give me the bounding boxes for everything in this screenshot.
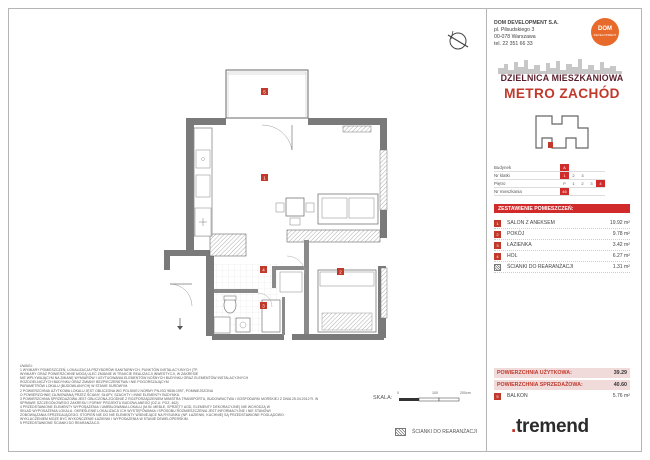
info-row-building xyxy=(494,164,605,172)
apartment-info xyxy=(494,164,605,196)
info-cell: A xyxy=(560,164,569,171)
panel-divider xyxy=(486,8,487,452)
room-area: 9.78 m² xyxy=(612,231,630,237)
sales-area-value: 40.60 xyxy=(613,382,627,388)
note-line: NIE WPŁYWAJĄCYM NA ZMIANĘ WYMIARÓW I USYTUOWANIA ELEMENTÓW NOŚNYCH BUDYNKU ORAZ ELEMENTÓW INSTALACYJNYCH xyxy=(20,376,249,381)
balcony-name: BALKON xyxy=(507,393,528,399)
notes-block xyxy=(20,364,350,425)
room-row xyxy=(494,262,630,273)
room-number xyxy=(494,264,501,271)
key-plan-icon xyxy=(522,108,606,156)
room-row xyxy=(494,251,630,262)
room-number: 2 xyxy=(494,231,501,238)
note-line: ROZDZIELNICZYCH BUDYNKU ORAZ ZMIANY BEZPIECZEŃSTWA I NIE POGORSZAJĄCYM xyxy=(20,380,169,385)
info-cell: 2 xyxy=(581,181,584,186)
room-marker-1: 1 xyxy=(263,175,266,181)
developer-street: pl. Piłsudskiego 3 xyxy=(494,27,535,33)
note-line: WYMIARY ORAZ POWIERZCHNIE MOGĄ ULEC ZMIANIE W TRAKCIE REALIZACJI INWESTYCJI, W ZAKRESIE xyxy=(20,372,199,377)
note-line: ZOBOWIĄZANIA SPRZEDAJĄCEGO. STOPIEŃ NIE DO NIE ELEMENTY WIDNIEJĄCE NA RYSUNKU (NP. ŁAZIENKI, KUCHNIE) SĄ PRZEDSTAWIONE POGLĄDOWO. xyxy=(20,413,285,418)
scale-mark-0: 0 xyxy=(397,391,399,395)
developer-city: 00-078 Warszawa xyxy=(494,34,536,40)
room-name: ŚCIANKI DO REARANŻACJI xyxy=(507,264,574,270)
room-area: 3.42 m² xyxy=(612,242,630,248)
room-area: 6.27 m² xyxy=(612,253,630,259)
walls-legend-label: ŚCIANKI DO REARANŻACJI xyxy=(412,429,478,435)
info-cell: 46 xyxy=(560,188,569,195)
hatch-swatch xyxy=(395,428,406,436)
tremend-dot: . xyxy=(511,416,516,437)
developer-phone: tel. 22 351 66 33 xyxy=(494,41,533,47)
note-line: UWAGI: xyxy=(20,364,33,368)
room-row xyxy=(494,240,630,251)
scale-mark-100: 100 xyxy=(432,391,438,395)
note-line: 1 WYMIARY POMIESZCZEŃ, LOKALIZACJA PRZYBORÓW SANITARNYCH, PUNKTÓW INSTALACYJNYCH (TP, xyxy=(20,368,199,373)
note-line: WYKLUCZENIEM MOŻE BYĆ WYKOŃCZENIE ŁAZIENKI I WYPOSAŻENIA W STANIE DEWELOPERSKIM. xyxy=(20,417,189,422)
sales-area-label: POWIERZCHNIA SPRZEDAŻOWA: xyxy=(497,382,583,388)
dom-development-logo xyxy=(591,18,619,46)
room-name: POKÓJ xyxy=(507,231,525,237)
info-label: Piętro xyxy=(494,181,506,186)
info-cell: P xyxy=(563,181,566,186)
rooms-list xyxy=(494,218,630,273)
balcony-number: 5 xyxy=(494,393,501,400)
room-area: 19.92 m² xyxy=(609,220,630,226)
room-marker-4: 4 xyxy=(262,267,265,273)
usable-area-label: POWIERZCHNIA UŻYTKOWA: xyxy=(497,370,572,376)
room-name: SALON Z ANEKSEM xyxy=(507,220,555,226)
logo-subtext: DEVELOPMENT xyxy=(593,33,617,37)
entry-door xyxy=(170,284,192,330)
room-number: 1 xyxy=(494,220,501,227)
tremend-name: tremend xyxy=(515,416,589,437)
note-line: 2 POWIERZCHNIA UŻYTKOWA LOKALU JEST OBLICZONA WG POLSKIEJ NORMY PN-ISO 9836:1997, POMNIEJSZONA xyxy=(20,388,214,393)
brand-line-1: DZIELNICA MIESZKANIOWA xyxy=(500,73,624,83)
info-cell: 2 xyxy=(572,173,575,178)
info-cell: 4 xyxy=(596,180,605,187)
info-cell: 1 xyxy=(572,181,575,186)
info-row-staircase xyxy=(494,172,605,180)
room-marker-3: 3 xyxy=(262,303,265,309)
scale-label: SKALA: xyxy=(373,395,393,401)
note-line: SPRAWIE SZCZEGÓŁOWEGO ZAKRESU I FORMY PROJEKTU BUDOWLANEGO (DZ.U. POZ. 462). xyxy=(20,400,180,405)
brand-line-2: METRO ZACHÓD xyxy=(504,86,620,101)
balcony-row xyxy=(494,391,630,401)
info-label: Nr klatki xyxy=(494,173,510,178)
room-name: ŁAZIENKA xyxy=(507,242,532,248)
note-line: PARAMETRÓW LOKALU (BUDOWLANYCH) W STANIE SUROWYM. xyxy=(20,384,129,389)
sofa xyxy=(318,194,378,224)
note-line: 3 POWIERZCHNIA SPRZEDAŻOWA JEST OBLICZONA ZGODNIE Z ROZPORZĄDZENIEM MINISTRA TRANSPORTU, BUDOWNICTWA I GOSPODARKI MORSKIEJ Z DNIA 25.04.2012 R. W xyxy=(20,396,319,401)
bed xyxy=(318,270,376,332)
tremend-logo xyxy=(511,416,589,438)
walls-legend xyxy=(395,428,477,436)
kitchen-counter xyxy=(194,128,212,236)
info-cell: 3 xyxy=(581,173,584,178)
scale-mark-200: 200cm xyxy=(460,391,471,395)
logo-text: DOM xyxy=(598,26,612,32)
room-number: 3 xyxy=(494,242,501,249)
skyline-icon xyxy=(498,58,622,74)
room-name: HOL xyxy=(507,253,518,259)
info-label: Nr mieszkania xyxy=(494,189,522,194)
room-marker-2: 2 xyxy=(339,269,342,275)
usable-area-value: 39.29 xyxy=(613,370,627,376)
room-area: 1.31 m² xyxy=(612,264,630,270)
room-number: 4 xyxy=(494,253,501,260)
note-line: 5 PRZEDSTAWIONE ŚCIANKI DO REARANŻACJI. xyxy=(20,421,100,426)
room-row xyxy=(494,229,630,240)
sales-area-band xyxy=(494,380,630,390)
developer-info xyxy=(494,20,559,48)
note-line: SKŁAD WYPOSAŻENIA LOKALU. OKREŚLENIE LOKALIZACJI ICH WYSTĘPOWANIA I SPOSOBU ROZMIESZCZENIA JEST INFORMACYJNE I NIE STANOWI xyxy=(20,409,271,414)
note-line: 4 PRZEDSTAWIONE ELEMENTY WYPOSAŻENIA I UMEBLOWANIA LOKALU (M.IN. MEBLE, SPRZĘTY AGD, ELEMENTY DEKORACYJNE) NIE WCHODZĄ W xyxy=(20,404,271,409)
info-cell: 1 xyxy=(560,172,569,179)
developer-name: DOM DEVELOPMENT S.A. xyxy=(494,20,559,26)
info-row-apartment xyxy=(494,188,605,196)
note-line: O POWIERZCHNIĘ ZAJMOWANĄ PRZEZ ŚCIANY, SŁUPY, SZACHTY I INNE ELEMENTY BUDYNKU. xyxy=(20,392,181,397)
usable-area-band xyxy=(494,368,630,378)
info-cell: 3 xyxy=(590,181,593,186)
balcony-area: 5.76 m² xyxy=(612,393,630,399)
info-label: Budynek xyxy=(494,165,512,170)
rooms-title: ZESTAWIENIE POMIESZCZEŃ: xyxy=(494,204,630,213)
room-row xyxy=(494,218,630,229)
room-marker-5: 5 xyxy=(263,89,266,95)
info-row-floor xyxy=(494,180,605,188)
compass-icon xyxy=(445,28,471,54)
hall-wardrobe xyxy=(280,272,302,292)
